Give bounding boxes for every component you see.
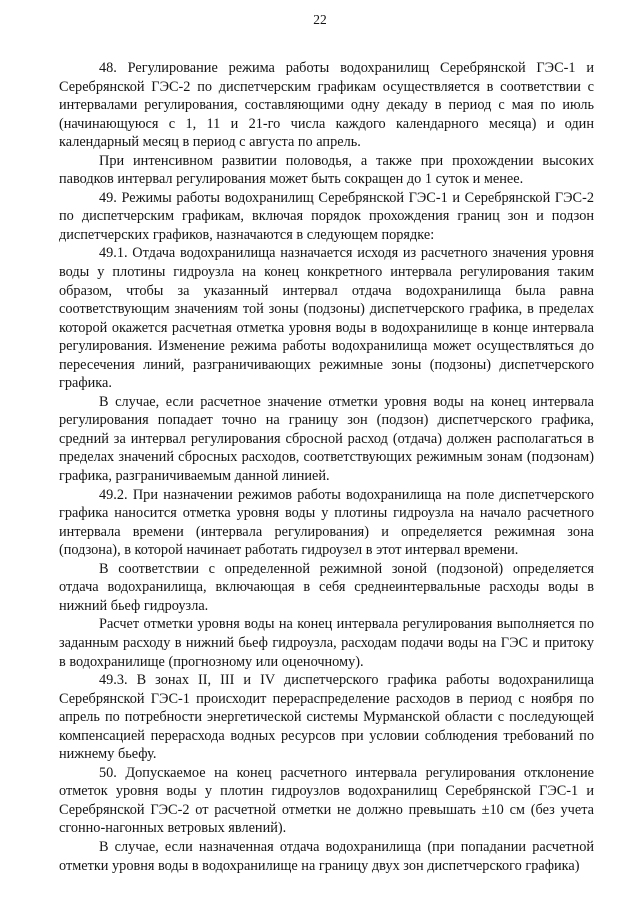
page-number: 22 [313,12,327,27]
paragraph-50: 50. Допускаемое на конец расчетного интервала регулирования отклонение отметок уровня воды у плотин гидроузлов водохранилищ Серебрянской ГЭС-1 и Серебрянской ГЭС-2 от расчетной отметки не должно превышать ±10 см (без учета сгонно-нагонных ветровых явлений). [59,764,594,837]
document-body [59,59,594,875]
paragraph-48-flood-note: При интенсивном развитии половодья, а также при прохождении высоких паводков интервал регулирования может быть сокращен до 1 суток и менее. [59,152,594,188]
paragraph-49-2-outflow: В соответствии с определенной режимной зоной (подзоной) определяется отдача водохранилища, включающая в себя среднеинтервальные расходы воды в нижний бьеф гидроузла. [59,560,594,614]
paragraph-49-1: 49.1. Отдача водохранилища назначается исходя из расчетного значения уровня воды у плотины гидроузла на конец конкретного интервала регулирования таким образом, чтобы за указанный интервал отдача водохранилища была равна соответствующим значениям той зоны (подзоны) диспетчерского графика, в пределах которой окажется расчетная отметка уровня воды в водохранилище в конце интервала регулирования. Изменение режима работы водохранилища может осуществляться до пересечения линий, разграничивающих режимные зоны (подзоны) диспетчерского графика. [59,245,594,392]
paragraph-49: 49. Режимы работы водохранилищ Серебрянской ГЭС-1 и Серебрянской ГЭС-2 по диспетчерским графикам, включая порядок прохождения границ зон и подзон диспетчерских графиков, назначаются в следующем порядке: [59,189,594,243]
paragraph-50-continuation: В случае, если назначенная отдача водохранилища (при попадании расчетной отметки уровня воды в водохранилище на границу двух зон диспетчерского графика) [59,838,594,874]
paragraph-49-2: 49.2. При назначении режимов работы водохранилища на поле диспетчерского графика наносится отметка уровня воды у плотины гидроузла на начало расчетного интервала времени (интервала регулирования) и определяется режимная зона (подзона), в которой начинает работать гидроузел в этот интервал времени. [59,486,594,559]
paragraph-49-1-boundary-case: В случае, если расчетное значение отметки уровня воды на конец интервала регулирования попадает точно на границу зон (подзон) диспетчерского графика, средний за интервал регулирования сбросной расход (отдача) должен располагаться в пределах значений сбросных расходов, соответствующих режимным зонам (подзонам) графика, разграничиваемым данной линией. [59,393,594,485]
paragraph-48: 48. Регулирование режима работы водохранилищ Серебрянской ГЭС-1 и Серебрянской ГЭС-2 по диспетчерским графикам осуществляется в соответствии с интервалами регулирования, составляющими одну декаду в период с мая по июль (начинающуюся с 1, 11 и 21-го числа каждого календарного месяца) и один календарный месяц в период с августа по апрель. [59,60,594,151]
paragraph-49-2-level-calculation: Расчет отметки уровня воды на конец интервала регулирования выполняется по заданным расходу в нижний бьеф гидроузла, расходам подачи воды на ГЭС и притоку в водохранилище (прогнозному или оценочному). [59,616,594,670]
paragraph-49-3: 49.3. В зонах II, III и IV диспетчерского графика работы водохранилища Серебрянской ГЭС-1 происходит перераспределение расходов в период с ноября по апрель по потребности энергетической системы Мурманской области с последующей компенсацией перерасхода водных ресурсов при условии соблюдения требований по нижнему бьефу. [59,672,594,763]
